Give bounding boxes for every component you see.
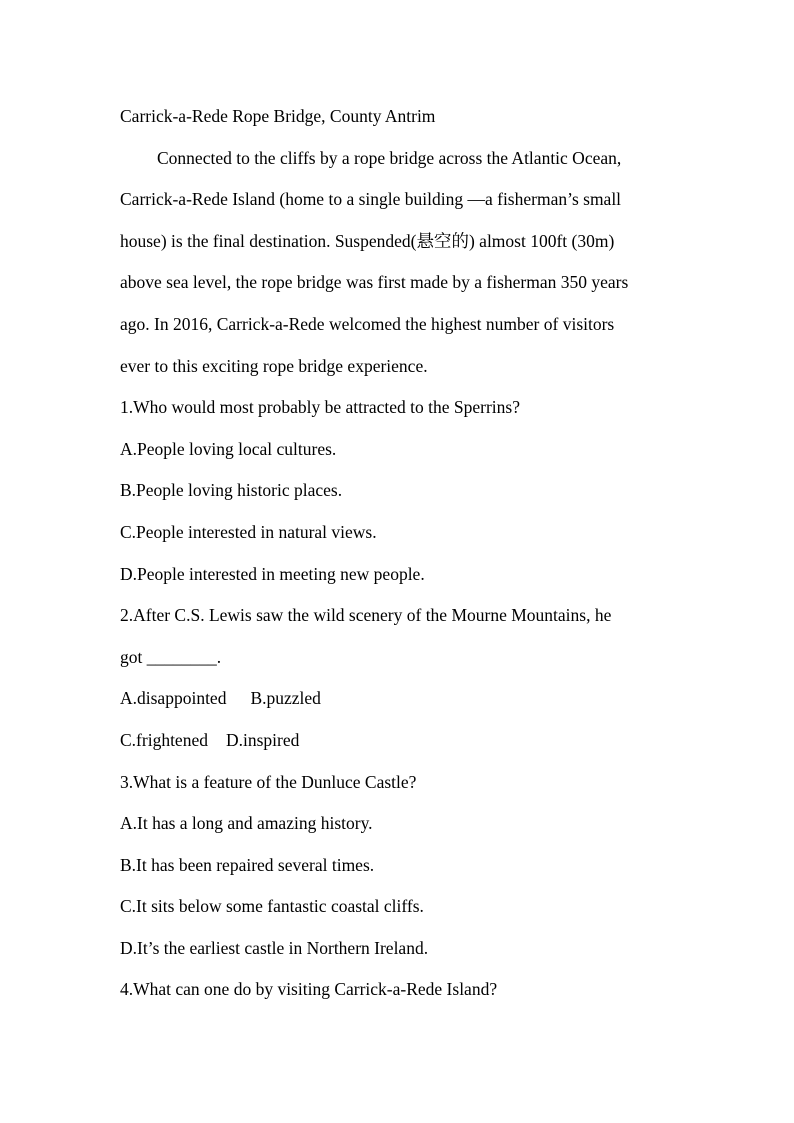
- question-2-option-c: C.frightened: [120, 729, 208, 750]
- question-3-stem: 3.What is a feature of the Dunluce Castle?: [120, 771, 417, 792]
- passage-line-1: Connected to the cliffs by a rope bridge across the Atlantic Ocean,: [157, 147, 622, 168]
- question-2-option-d: D.inspired: [225, 729, 300, 750]
- passage-line-3: house) is the final destination. Suspended(悬空的) almost 100ft (30m): [120, 230, 615, 251]
- passage-line-5: ago. In 2016, Carrick-a-Rede welcomed the highest number of visitors: [120, 313, 615, 334]
- passage-line-2: Carrick-a-Rede Island (home to a single building —a fisherman’s small: [120, 189, 622, 210]
- question-2-stem-line-1: 2.After C.S. Lewis saw the wild scenery of the Mourne Mountains, he: [120, 605, 612, 626]
- question-4: [120, 969, 670, 1011]
- question-3-option-d: D.It’s the earliest castle in Northern Ireland.: [120, 937, 429, 958]
- passage-line-4: above sea level, the rope bridge was first made by a fisherman 350 years: [120, 272, 629, 293]
- passage-line-6: ever to this exciting rope bridge experience.: [120, 355, 428, 376]
- question-4-stem: 4.What can one do by visiting Carrick-a-Rede Island?: [120, 979, 498, 1000]
- question-1: [120, 387, 670, 595]
- question-1-option-c: C.People interested in natural views.: [120, 521, 377, 542]
- question-1-option-b: B.People loving historic places.: [120, 480, 343, 501]
- question-1-option-d: D.People interested in meeting new people.: [120, 563, 425, 584]
- question-3: [120, 762, 670, 970]
- passage-title: Carrick-a-Rede Rope Bridge, County Antrim: [120, 106, 436, 126]
- question-2-option-a: A.disappointed: [120, 688, 227, 709]
- question-2-options-row-2: [120, 720, 670, 762]
- question-2-options-row-1: [120, 678, 670, 720]
- question-2-stem-line-2: got ________.: [120, 646, 222, 667]
- question-3-option-c: C.It sits below some fantastic coastal cliffs.: [120, 896, 424, 917]
- question-3-option-a: A.It has a long and amazing history.: [120, 813, 373, 834]
- question-1-option-a: A.People loving local cultures.: [120, 438, 337, 459]
- question-2-option-b: B.puzzled: [250, 688, 321, 709]
- question-3-option-b: B.It has been repaired several times.: [120, 854, 375, 875]
- document-content: [120, 96, 670, 1011]
- passage-paragraph: [120, 138, 670, 388]
- question-2: [120, 595, 670, 761]
- question-1-stem: 1.Who would most probably be attracted to the Sperrins?: [120, 397, 520, 418]
